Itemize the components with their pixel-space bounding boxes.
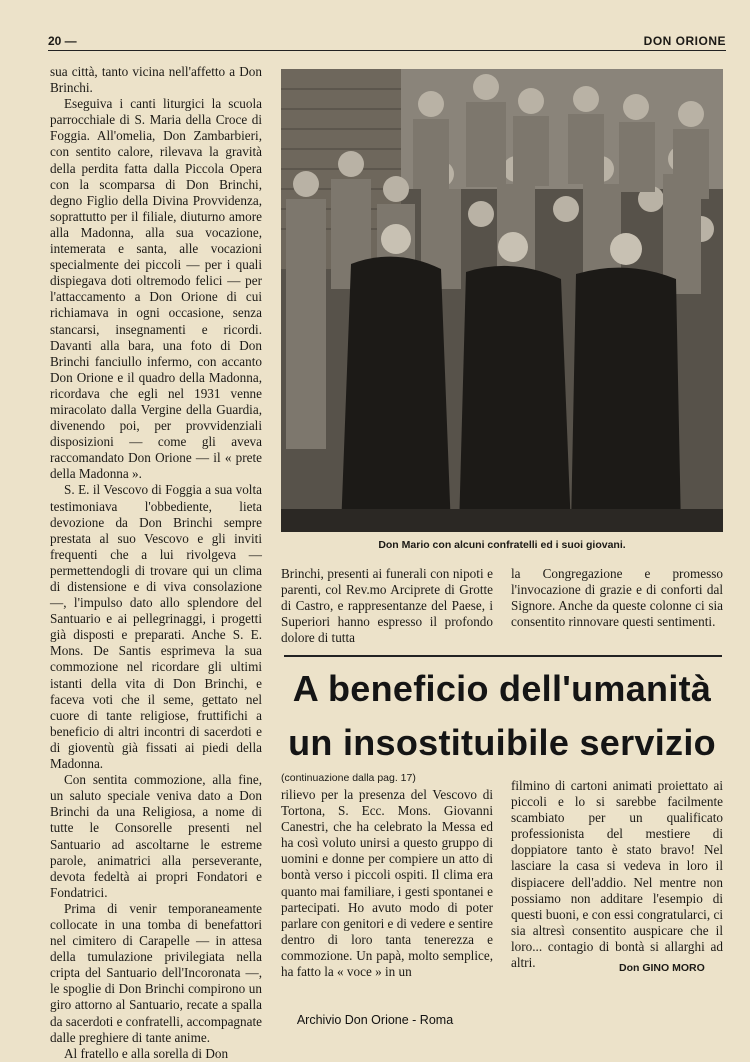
- group-photo: [281, 69, 723, 532]
- article-title-line-2: un insostituibile servizio: [288, 722, 716, 763]
- header-rule: [48, 50, 726, 51]
- paragraph: Al fratello e alla sorella di Don: [64, 1045, 229, 1061]
- photo-caption: Don Mario con alcuni confratelli ed i suoi giovani.: [378, 539, 626, 551]
- publication-name: DON ORIONE: [643, 34, 726, 48]
- article-separator: [284, 655, 722, 657]
- paragraph: S. E. il Vescovo di Foggia a sua volta testimoniava l'obbediente, lieta devozione da Don Brinchi sempre prestata al suo Vescovo e gli inviti frequenti che a lui rivolgeva — permettendogli di trovare qui un clima di distensione e di viva consolazione —, l'impulso dato allo splendore del Santuario e ai pellegrinaggi, i progetti già disposti e preparati. Anche S. E. Mons. De Santis esprimeva la sua commozione nel ricordare gli ultimi istanti della vita di Don Brinchi, e faceva voti che il seme, gettato nel cuore di tante religiose, fruttifichi a beneficio di altri incontri di sacerdoti e di gioventù già fissati ai piedi della Madonna.: [50, 482, 262, 772]
- text-column-5: [511, 778, 723, 971]
- paragraph: Brinchi, presenti ai funerali con nipoti e parenti, col Rev.mo Arciprete di Grotte di Castro, e rappresentanze del Paese, i Superiori hanno espresso il profondo dolore di tutta: [281, 566, 493, 646]
- author-signature: Don GINO MORO: [619, 962, 705, 974]
- paragraph: Con sentita commozione, alla fine, un saluto speciale veniva dato a Don Brinchi da una Religiosa, a nome di tutte le Consorelle presenti nel Santuario ad ascoltarne le estreme parole, animatrici alla perseverante, devota fedeltà ai propri Fondatori e Fondatrici.: [50, 772, 262, 900]
- page-number: 20 —: [48, 34, 77, 48]
- article-title-line-1: A beneficio dell'umanità: [292, 668, 712, 709]
- text-column-1: [50, 64, 262, 1062]
- text-column-4: [281, 787, 493, 980]
- archive-footer: Archivio Don Orione - Roma: [296, 1013, 454, 1027]
- paragraph: Prima di venir temporaneamente collocate in una tomba di benefattori nel cimitero di Carapelle — in attesa della tumulazione privilegiata nella cripta del Santuario dell'Incoronata —, le spoglie di Don Brinchi compirono un giro attorno al Santuario, recate a spalla da sacerdoti e confratelli, accompagnate dalle preghiere di tante anime.: [50, 900, 262, 1045]
- continuation-note: (continuazione dalla pag. 17): [281, 772, 416, 784]
- paragraph: rilievo per la presenza del Vescovo di Tortona, S. Ecc. Mons. Giovanni Canestri, che ha celebrato la Messa ed ha così voluto unirsi a questo gruppo di uomini e donne per compiere un atto di bontà verso i piccoli ospiti. Il clima era quanto mai familiare, i gesti spontanei e partecipati. Ho avuto modo di poter parlare con genitori e di vedere e sentire dentro di loro tanta tenerezza e commozione. Un papà, molto semplice, ha fatto la « voce » in un: [281, 787, 493, 980]
- text-column-3: [511, 566, 723, 630]
- paragraph: filmino di cartoni animati proiettato ai piccoli e lo si sarebbe facilmente scambiato per un qualificato professionista del mestiere di doppiatore tanto è stato bravo! Nel lasciare la casa si vedeva in loro il dispiacere dell'addio. Nel mentre non possiamo non additare l'esempio di questi buoni, e con essi congratularci, ci sia altresì consentito auspicare che il loro... contagio di bontà si allarghi ad altri.: [511, 778, 723, 971]
- paragraph: sua città, tanto vicina nell'affetto a Don Brinchi.: [50, 64, 262, 96]
- paragraph: la Congregazione e promesso l'invocazione di grazie e di conforti dal Signore. Anche da queste colonne ci sia consentito rinnovare questi sentimenti.: [511, 566, 723, 630]
- text-column-2: [281, 566, 493, 646]
- paragraph: Eseguiva i canti liturgici la scuola parrocchiale di S. Maria della Croce di Foggia. All'omelia, Don Zambarbieri, con sentito calore, rilevava la gravità della perdita fatta dalla Piccola Opera con la scomparsa di Don Brinchi, degno Figlio della Divina Provvidenza, soprattutto per il filiale, diuturno amore alla Madonna, alla sua vocazione, intemerata e santa, alle vocazioni specialmente dei piccoli — per i quali dispiegava doti oltremodo felici — per l'attaccamento a Don Orione di cui richiamava in ogni occasione, senza stancarsi, insegnamenti e ricordi. Davanti alla bara, una foto di Don Brinchi fanciullo infermo, con accanto Don Orione e il quadro della Madonna, ricordava che egli nel 1931 venne miracolato dalla Vergine della Guardia, divenendo poi, per provvidenziali disposizioni — come gli aveva raccomandato Don Orione — il « prete della Madonna ».: [50, 96, 262, 482]
